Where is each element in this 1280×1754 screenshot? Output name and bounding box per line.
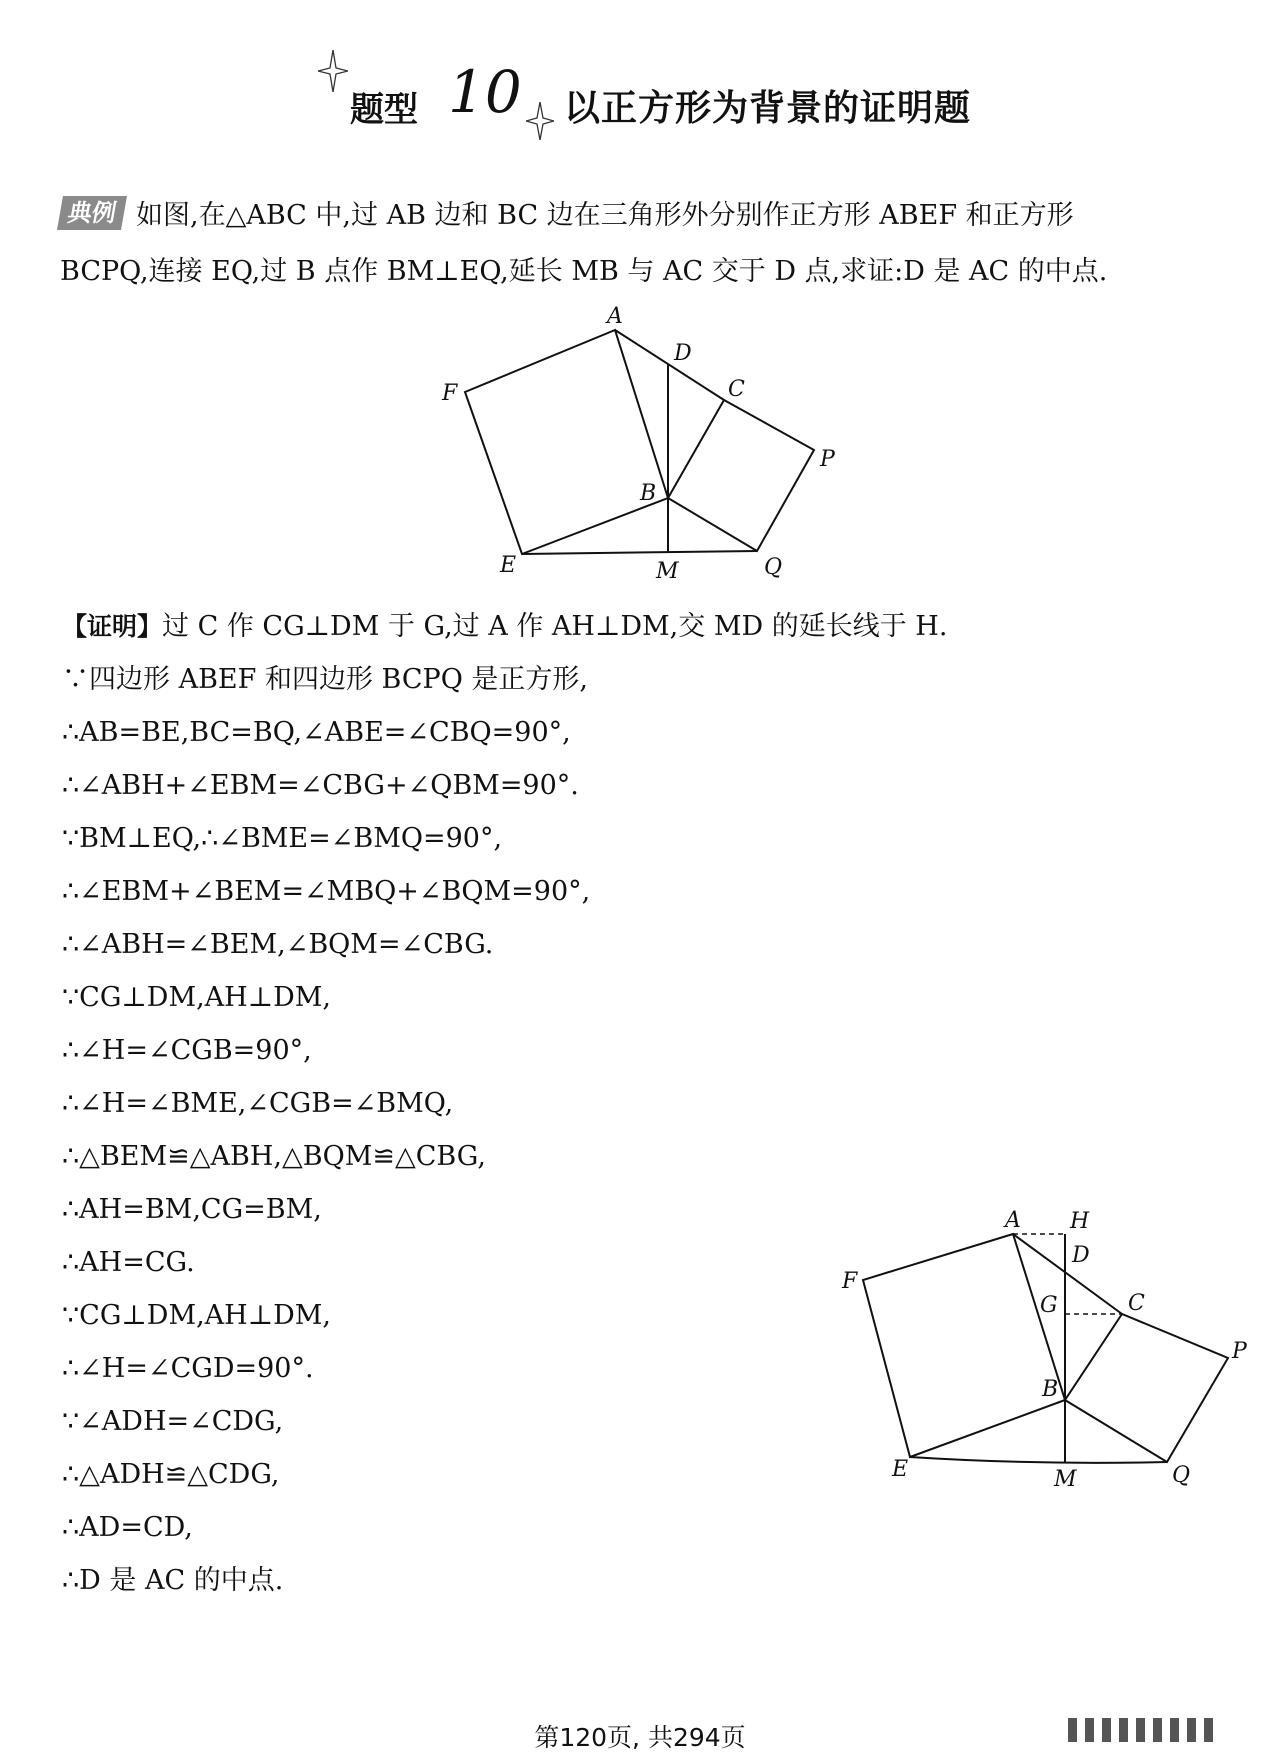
- segment-eq: [522, 551, 757, 554]
- proof-line: ∴AB=BE,BC=BQ,∠ABE=∠CBQ=90°,: [62, 717, 571, 748]
- proof-first-line: [62, 600, 1212, 653]
- proof-line: ∵CG⊥DM,AH⊥DM,: [62, 1300, 331, 1331]
- label-h: H: [1070, 1209, 1090, 1234]
- square-abef: [863, 1234, 1065, 1457]
- proof-intro: 过 C 作 CG⊥DM 于 G,过 A 作 AH⊥DM,交 MD 的延长线于 H.: [162, 611, 948, 642]
- proof-line: ∵四边形 ABEF 和四边形 BCPQ 是正方形,: [62, 664, 588, 695]
- segment-ac: [615, 330, 724, 400]
- label-c: C: [1128, 1291, 1145, 1316]
- square-bcpq: [668, 400, 814, 551]
- label-e: E: [500, 553, 517, 578]
- proof-line: ∴AD=CD,: [62, 1512, 193, 1543]
- example-badge: 典例: [57, 196, 127, 230]
- proof-line: ∴∠H=∠CGB=90°,: [62, 1035, 312, 1066]
- proof-line: ∴∠EBM+∠BEM=∠MBQ+∠BQM=90°,: [62, 876, 591, 907]
- page-footer: 第120页, 共294页: [534, 1723, 746, 1752]
- sparkle-icon: [526, 102, 554, 140]
- label-f: F: [442, 381, 458, 406]
- proof-line: ∵CG⊥DM,AH⊥DM,: [62, 982, 331, 1013]
- label-q: Q: [764, 555, 783, 580]
- section-type-label: 题型: [350, 90, 418, 130]
- label-p: P: [1232, 1339, 1247, 1364]
- label-q: Q: [1172, 1463, 1191, 1488]
- proof-line: ∴AH=CG.: [62, 1247, 195, 1278]
- proof-title: 【证明】: [62, 612, 163, 641]
- figure-2-diagram: [830, 1200, 1250, 1500]
- label-a: A: [607, 304, 623, 329]
- square-abef: [465, 330, 668, 554]
- label-m: M: [1054, 1467, 1077, 1492]
- segment-ac: [1013, 1234, 1122, 1314]
- example-text-line-1: 如图,在△ABC 中,过 AB 边和 BC 边在三角形外分别作正方形 ABEF 和正方形: [136, 200, 1074, 231]
- sparkle-icon: [318, 50, 348, 92]
- label-m: M: [656, 559, 679, 584]
- section-title: 以正方形为背景的证明题: [564, 88, 972, 129]
- label-g: G: [1040, 1293, 1058, 1318]
- label-a: A: [1005, 1208, 1021, 1233]
- figure-1-diagram: [430, 300, 870, 600]
- proof-line: ∴△ADH≌△CDG,: [62, 1459, 280, 1490]
- proof-line: ∴△BEM≌△ABH,△BQM≌△CBG,: [62, 1141, 486, 1172]
- label-d: D: [674, 341, 692, 366]
- proof-line: ∵∠ADH=∠CDG,: [62, 1406, 284, 1437]
- square-bcpq: [1065, 1314, 1228, 1462]
- example-problem: [60, 188, 1220, 300]
- barcode-decoration: [1068, 1718, 1221, 1748]
- proof-line: ∵BM⊥EQ,∴∠BME=∠BMQ=90°,: [62, 823, 503, 854]
- label-b: B: [1042, 1377, 1059, 1402]
- label-e: E: [892, 1457, 909, 1482]
- segment-eq: [910, 1457, 1167, 1463]
- proof-line: ∴AH=BM,CG=BM,: [62, 1194, 322, 1225]
- section-number: 10: [448, 58, 522, 126]
- label-p: P: [820, 447, 835, 472]
- label-f: F: [842, 1269, 858, 1294]
- proof-line: ∴∠H=∠BME,∠CGB=∠BMQ,: [62, 1088, 454, 1119]
- example-text-line-2: BCPQ,连接 EQ,过 B 点作 BM⊥EQ,延长 MB 与 AC 交于 D 点,求证:D 是 AC 的中点.: [60, 256, 1108, 287]
- label-d: D: [1072, 1243, 1090, 1268]
- proof-line: ∴∠ABH+∠EBM=∠CBG+∠QBM=90°.: [62, 770, 579, 801]
- proof-line: ∴∠H=∠CGD=90°.: [62, 1353, 314, 1384]
- label-c: C: [728, 377, 745, 402]
- section-header: [0, 60, 1280, 140]
- label-b: B: [640, 481, 657, 506]
- proof-line: ∴D 是 AC 的中点.: [62, 1565, 284, 1596]
- proof-line: ∴∠ABH=∠BEM,∠BQM=∠CBG.: [62, 929, 494, 960]
